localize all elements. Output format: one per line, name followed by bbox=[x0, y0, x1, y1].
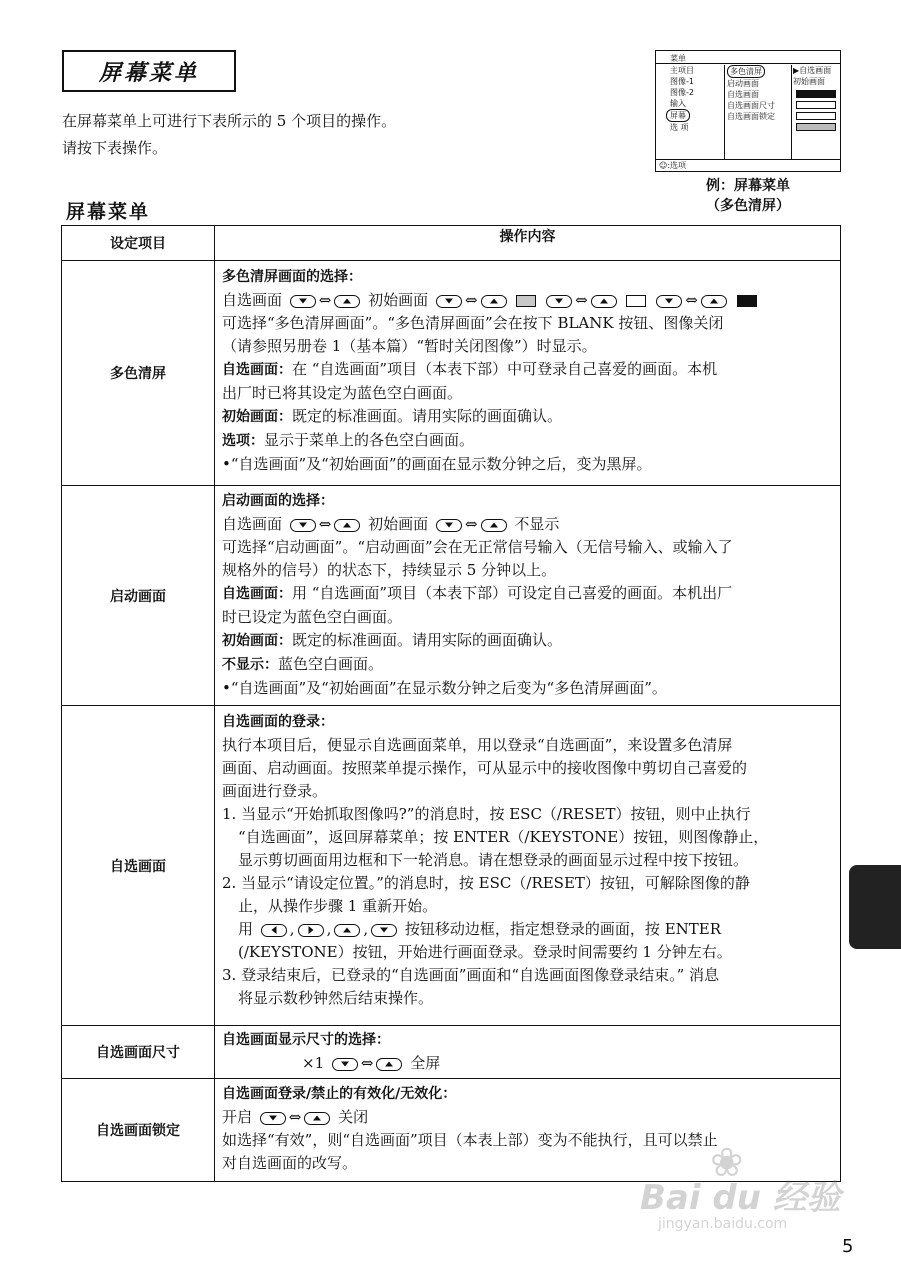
row-heading: 自选画面的登录： bbox=[222, 714, 334, 730]
term-label: 不显示： bbox=[222, 657, 278, 673]
step-line: 1. 当显示“开始抓取图像吗?”的消息时，按 ESC（/RESET）按钮，则中止执行 bbox=[222, 805, 751, 823]
left-key-icon bbox=[261, 924, 287, 937]
row-heading: 自选画面显示尺寸的选择： bbox=[222, 1032, 390, 1048]
menu-item: 主项目 bbox=[670, 66, 694, 75]
term-text: 在 “自选画面”项目（本表下部）中可登录自己喜爱的画面。本机 bbox=[292, 360, 718, 378]
text-line: 画面、启动画面。按照菜单提示操作，可从显示中的接收图像中剪切自己喜爱的 bbox=[222, 759, 748, 777]
step-line: 显示剪切画面用边框和下一轮消息。请在想登录的画面显示过程中按下按钮。 bbox=[238, 851, 749, 869]
row-heading: 多色清屏画面的选择： bbox=[222, 269, 362, 285]
option-label: 自选画面 bbox=[222, 515, 283, 533]
intro-line: 请按下表操作。 bbox=[62, 139, 168, 157]
chapter-tab bbox=[849, 865, 901, 949]
down-key-icon bbox=[546, 295, 572, 308]
caption-line: 例：屏幕菜单 bbox=[706, 178, 790, 194]
option-label: 初始画面 bbox=[368, 515, 429, 533]
row-item-label: 启动画面 bbox=[62, 486, 215, 705]
submenu-item: 自选画面 bbox=[727, 90, 759, 99]
option-label: 开启 bbox=[222, 1108, 253, 1126]
swatch-white bbox=[796, 112, 836, 120]
option-label: 自选画面 bbox=[222, 291, 283, 309]
step-line: 止，从操作步骤 1 重新开始。 bbox=[238, 897, 438, 915]
illustration-caption bbox=[655, 176, 841, 216]
down-key-icon bbox=[436, 295, 462, 308]
submenu-item: 自选画面锁定 bbox=[727, 112, 775, 121]
text-line: 规格外的信号）的状态下，持续显示 5 分钟以上。 bbox=[222, 561, 557, 579]
up-key-icon bbox=[591, 295, 617, 308]
gray-swatch-icon bbox=[516, 295, 536, 307]
submenu-item: 启动画面 bbox=[727, 79, 759, 88]
down-key-icon bbox=[371, 924, 397, 937]
table-row bbox=[62, 486, 840, 706]
swatch-gray bbox=[796, 123, 836, 131]
menu-main-items bbox=[670, 65, 694, 133]
up-key-icon bbox=[481, 295, 507, 308]
row-heading: 启动画面的选择： bbox=[222, 493, 334, 509]
up-key-icon bbox=[334, 295, 360, 308]
menu-options bbox=[793, 65, 839, 131]
term-label: 选项： bbox=[222, 433, 264, 449]
text-fragment: 用 bbox=[238, 920, 254, 938]
page-title: 屏幕菜单 bbox=[62, 50, 236, 92]
step-line: 3. 登录结束后，已登录的“自选画面”画面和“自选画面图像登录结束。” 消息 bbox=[222, 966, 720, 984]
down-key-icon bbox=[290, 519, 316, 532]
step-line: (/KEYSTONE）按钮，开始进行画面登录。登录时间需要约 1 分钟左右。 bbox=[238, 943, 732, 961]
text-line: （请参照另册卷 1（基本篇）“暂时关闭图像”）时显示。 bbox=[222, 337, 597, 355]
menu-sub-items bbox=[724, 65, 792, 159]
row-heading: 自选画面登录/禁止的有效化/无效化： bbox=[222, 1086, 457, 1102]
step-line: 用 , , , 按钮移动边框，指定想登录的画面，按 ENTER bbox=[238, 920, 722, 938]
text-fragment: 按钮移动边框，指定想登录的画面，按 ENTER bbox=[404, 920, 722, 938]
text-line: 对自选画面的改写。 bbox=[222, 1154, 358, 1172]
settings-table bbox=[61, 225, 841, 1182]
menu-example-illustration bbox=[655, 50, 841, 172]
submenu-item: 自选画面尺寸 bbox=[727, 101, 775, 110]
menu-item-selected: 屏幕 bbox=[666, 109, 690, 122]
down-key-icon bbox=[656, 295, 682, 308]
option-sequence: 开启 ⇔ 关闭 bbox=[222, 1108, 369, 1126]
option-item: ▶自选画面 bbox=[793, 66, 832, 75]
term-label: 初始画面： bbox=[222, 409, 292, 425]
down-key-icon bbox=[260, 1112, 286, 1125]
row-item-label: 自选画面尺寸 bbox=[62, 1026, 215, 1078]
text-line: 执行本项目后，便显示自选画面菜单，用以登录“自选画面”，来设置多色清屏 bbox=[222, 736, 733, 754]
option-sequence: ×1 ⇔ 全屏 bbox=[302, 1054, 441, 1072]
down-key-icon bbox=[290, 295, 316, 308]
watermark-site: jingyan.baidu.com bbox=[658, 1216, 788, 1232]
row-item-label: 自选画面 bbox=[62, 706, 215, 1025]
term-text: 既定的标准画面。请用实际的画面确认。 bbox=[292, 631, 563, 649]
menu-item: 输入 bbox=[670, 99, 686, 108]
page-number: 5 bbox=[842, 1236, 854, 1257]
row-item-label: 多色清屏 bbox=[62, 261, 215, 485]
option-label: 初始画面 bbox=[368, 291, 429, 309]
term-label: 自选画面： bbox=[222, 362, 292, 378]
down-key-icon bbox=[332, 1058, 358, 1071]
swatch-white bbox=[796, 101, 836, 109]
up-key-icon bbox=[304, 1112, 330, 1125]
option-label: 不显示 bbox=[514, 515, 560, 533]
text-line: 时已设定为蓝色空白画面。 bbox=[222, 608, 403, 626]
text-line: 可选择“启动画面”。“启动画面”会在无正常信号输入（无信号输入、或输入了 bbox=[222, 538, 733, 556]
swatch-black bbox=[796, 90, 836, 98]
menu-header: 菜单 bbox=[670, 54, 686, 63]
bullet-note: •“自选画面”及“初始画面”的画面在显示数分钟之后，变为黑屏。 bbox=[222, 455, 652, 473]
option-item: 初始画面 bbox=[793, 77, 825, 86]
text-line: 如选择“有效”，则“自选画面”项目（本表上部）变为不能执行，且可以禁止 bbox=[222, 1131, 718, 1149]
option-sequence: 自选画面 ⇔ 初始画面 ⇔ ⇔ ⇔ bbox=[222, 289, 834, 312]
white-swatch-icon bbox=[626, 295, 646, 307]
option-label: ×1 bbox=[302, 1054, 325, 1072]
step-line: 将显示数秒钟然后结束操作。 bbox=[238, 989, 434, 1007]
right-key-icon bbox=[298, 924, 324, 937]
step-line: “自选画面”，返回屏幕菜单；按 ENTER（/KEYSTONE）按钮，则图像静止， bbox=[238, 828, 769, 846]
menu-item: 图像-1 bbox=[670, 77, 694, 86]
submenu-item-selected: 多色清屏 bbox=[727, 65, 765, 78]
row-item-label: 自选画面锁定 bbox=[62, 1079, 215, 1181]
term-text: 用 “自选画面”项目（本表下部）可设定自己喜爱的画面。本机出厂 bbox=[292, 584, 733, 602]
header-setting-item: 设定项目 bbox=[62, 226, 215, 260]
table-row bbox=[62, 1026, 840, 1079]
caption-line: （多色清屏） bbox=[706, 198, 790, 214]
menu-footer: ☺:选项 bbox=[659, 161, 687, 170]
term-text: 显示于菜单上的各色空白画面。 bbox=[264, 431, 475, 449]
table-row bbox=[62, 261, 840, 486]
bullet-note: •“自选画面”及“初始画面”在显示数分钟之后变为“多色清屏画面”。 bbox=[222, 679, 667, 697]
table-row bbox=[62, 706, 840, 1026]
black-swatch-icon bbox=[737, 295, 757, 307]
term-text: 蓝色空白画面。 bbox=[278, 655, 384, 673]
text-line: 画面进行登录。 bbox=[222, 782, 328, 800]
watermark bbox=[640, 1140, 850, 1240]
text-line: 可选择“多色清屏画面”。“多色清屏画面”会在按下 BLANK 按钮、图像关闭 bbox=[222, 314, 724, 332]
up-key-icon bbox=[334, 924, 360, 937]
up-key-icon bbox=[334, 519, 360, 532]
option-sequence: 自选画面 ⇔ 初始画面 ⇔ 不显示 bbox=[222, 515, 560, 533]
intro-text bbox=[62, 108, 396, 162]
intro-line: 在屏幕菜单上可进行下表所示的 5 个项目的操作。 bbox=[62, 112, 397, 130]
menu-item: 选 项 bbox=[670, 123, 689, 132]
term-text: 既定的标准画面。请用实际的画面确认。 bbox=[292, 407, 563, 425]
header-operation: 操作内容 bbox=[499, 229, 556, 245]
term-label: 自选画面： bbox=[222, 586, 292, 602]
menu-item: 图像-2 bbox=[670, 88, 694, 97]
option-label: 关闭 bbox=[338, 1108, 369, 1126]
option-label: 全屏 bbox=[410, 1054, 441, 1072]
watermark-brand: Bai du 经验 bbox=[640, 1178, 841, 1218]
text-line: 出厂时已将其设定为蓝色空白画面。 bbox=[222, 384, 463, 402]
up-key-icon bbox=[481, 519, 507, 532]
term-label: 初始画面： bbox=[222, 633, 292, 649]
paw-icon: ❀ bbox=[710, 1140, 744, 1186]
section-heading: 屏幕菜单 bbox=[66, 201, 151, 223]
step-line: 2. 当显示“请设定位置。”的消息时，按 ESC（/RESET）按钮，可解除图像的静 bbox=[222, 874, 750, 892]
up-key-icon bbox=[701, 295, 727, 308]
up-key-icon bbox=[376, 1058, 402, 1071]
down-key-icon bbox=[436, 519, 462, 532]
table-header bbox=[62, 226, 840, 261]
